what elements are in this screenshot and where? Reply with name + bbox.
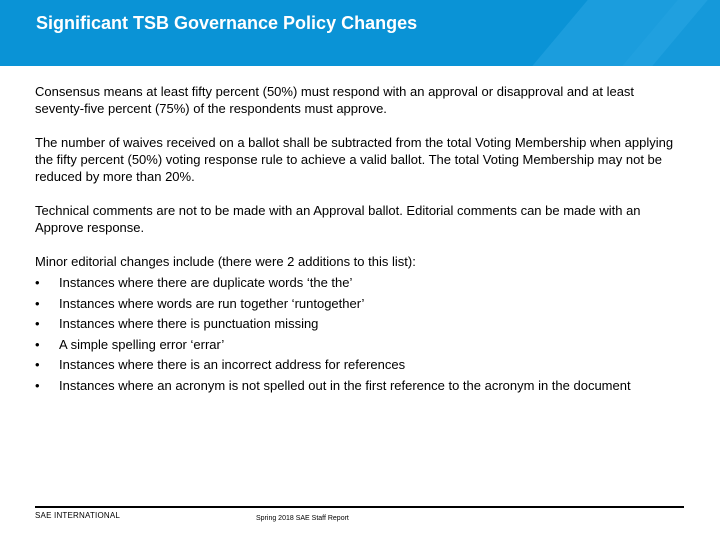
list-item: • Instances where there are duplicate words ‘the the’ — [35, 274, 685, 291]
list-item: • Instances where words are run together ‘runtogether’ — [35, 295, 685, 312]
header-bar — [0, 0, 720, 66]
list-item: • Instances where an acronym is not spelled out in the first reference to the acronym in the document — [35, 377, 685, 394]
footer-report: Spring 2018 SAE Staff Report — [256, 515, 349, 522]
paragraph-waives: The number of waives received on a ballot shall be subtracted from the total Voting Membership when applying the fifty percent (50%) voting response rule to achieve a valid ballot. The total Voting Membership may not be reduced by more than 20%. — [35, 135, 674, 184]
list-intro: Minor editorial changes include (there were 2 additions to this list): — [35, 254, 416, 269]
footer-org: SAE INTERNATIONAL — [35, 511, 121, 520]
list-item: • A simple spelling error ‘errar’ — [35, 336, 685, 353]
list-item: • Instances where there is an incorrect address for references — [35, 356, 685, 373]
paragraph-consensus: Consensus means at least fifty percent (50%) must respond with an approval or disapproval and at least seventy-five percent (75%) of the respondents must approve. — [35, 84, 635, 116]
page-title: Significant TSB Governance Policy Changes — [36, 13, 418, 33]
footer-divider — [35, 506, 684, 508]
editorial-changes-list — [35, 274, 685, 394]
slide-content — [35, 83, 685, 397]
paragraph-comments: Technical comments are not to be made with an Approval ballot. Editorial comments can be made with an Approve response. — [35, 203, 641, 235]
list-item: • Instances where there is punctuation missing — [35, 315, 685, 332]
